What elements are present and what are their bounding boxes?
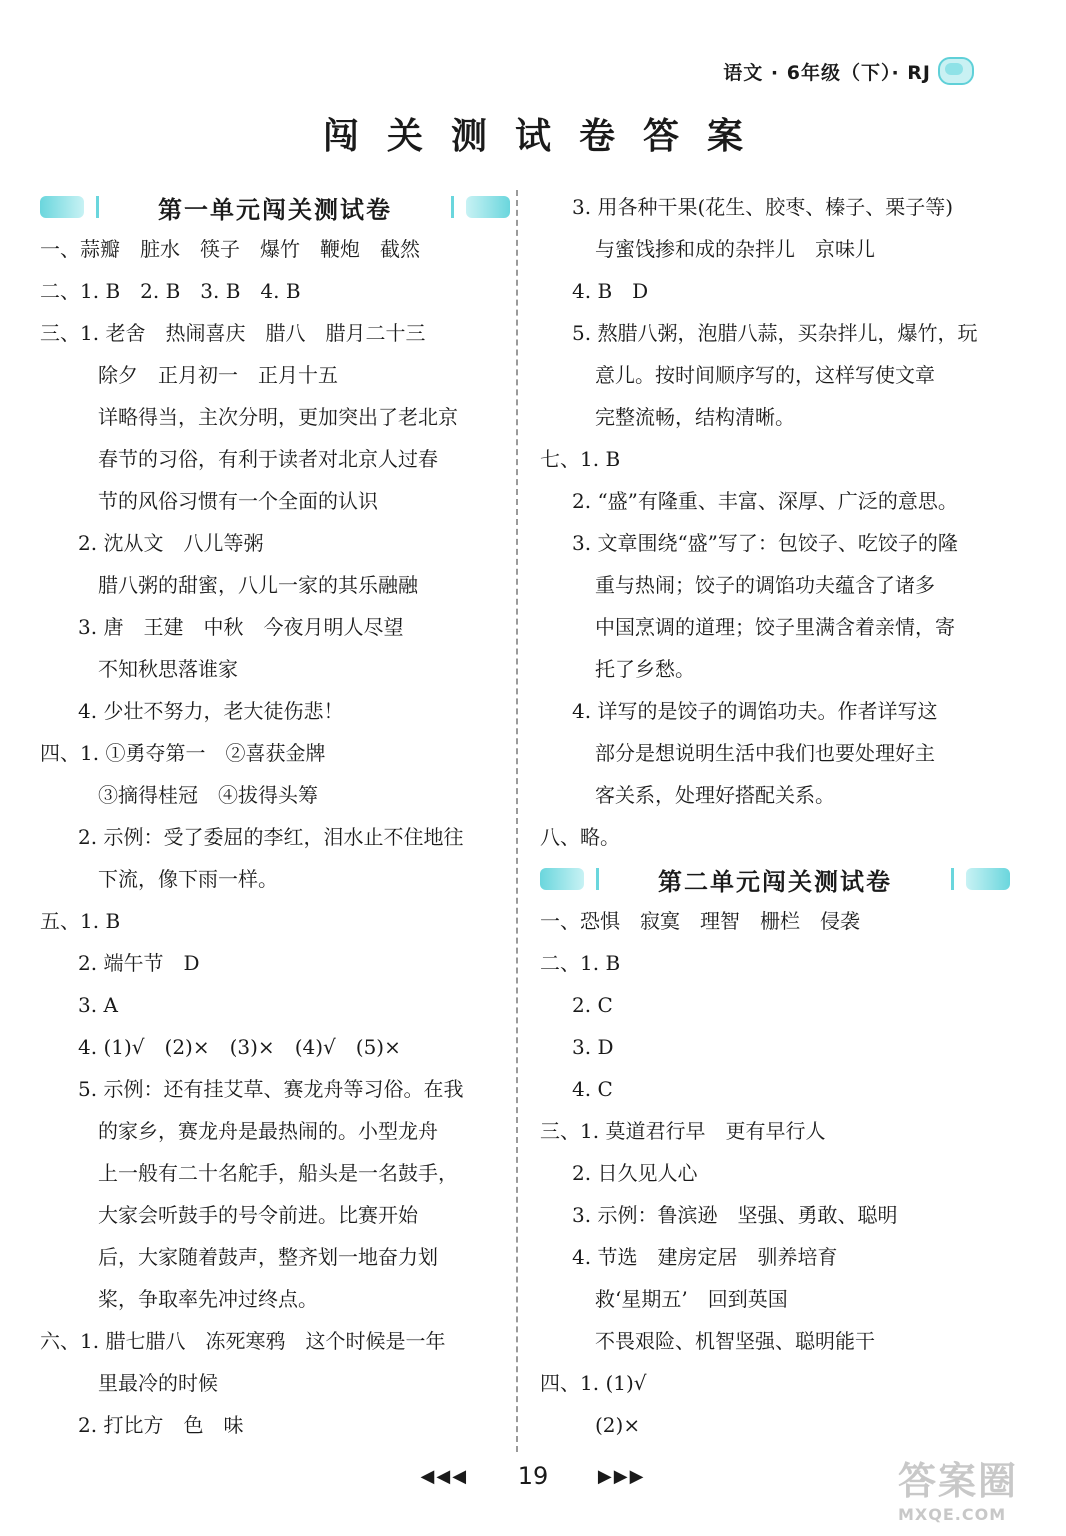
answer-line: 六、1. 腊七腊八 冻死寒鸦 这个时候是一年 — [40, 1329, 446, 1353]
answer-line: 2. “盛”有隆重、丰富、深厚、广泛的意思。 — [572, 489, 958, 513]
answer-line: 与蜜饯掺和成的杂拌儿 京味儿 — [595, 237, 875, 261]
answer-line: 4. 少壮不努力，老大徒伤悲！ — [78, 699, 344, 723]
answer-line: 2. 端午节 D — [78, 951, 200, 975]
answer-line: 除夕 正月初一 正月十五 — [98, 363, 338, 387]
answer-line: 不知秋思落谁家 — [98, 657, 238, 681]
answer-line: 四、1. ①勇夺第一 ②喜获金牌 — [40, 741, 326, 765]
answer-line: 4. 节选 建房定居 驯养培育 — [572, 1245, 838, 1269]
answer-line: 四、1. (1)√ — [540, 1371, 647, 1395]
answer-line: 托了乡愁。 — [595, 657, 695, 681]
watermark-logo — [898, 1450, 1048, 1530]
answer-line: 4. 详写的是饺子的调馅功夫。作者详写这 — [572, 699, 938, 723]
watermark-bottom: MXQE.COM — [898, 1505, 1007, 1524]
answer-line: 中国烹调的道理；饺子里满含着亲情，寄 — [595, 615, 955, 639]
header-deco-right-icon — [466, 196, 510, 218]
unit1-header — [40, 186, 510, 228]
answer-line: 不畏艰险、机智坚强、聪明能干 — [595, 1329, 875, 1353]
header-bar-right-icon — [951, 868, 954, 890]
answer-line: 2. 打比方 色 味 — [78, 1413, 244, 1437]
answer-line: 腊八粥的甜蜜，八儿一家的其乐融融 — [98, 573, 418, 597]
unit2-header — [540, 858, 1010, 900]
answer-line: (2)× — [595, 1413, 641, 1437]
answer-line: 3. 用各种干果(花生、胶枣、榛子、栗子等) — [572, 195, 954, 219]
answer-line: 节的风俗习惯有一个全面的认识 — [98, 489, 378, 513]
answer-line: 春节的习俗，有利于读者对北京人过春 — [98, 447, 438, 471]
header-bar-left-icon — [596, 868, 599, 890]
answer-line: 3. 示例：鲁滨逊 坚强、勇敢、聪明 — [572, 1203, 898, 1227]
answer-line: 2. 沈从文 八儿等粥 — [78, 531, 264, 555]
answer-line: 七、1. B — [540, 447, 621, 471]
answer-line: 意儿。按时间顺序写的，这样写使文章 — [595, 363, 935, 387]
unit1-title: 第一单元闯关测试卷 — [158, 194, 392, 224]
header-deco-right-icon — [966, 868, 1010, 890]
answer-line: 重与热闹；饺子的调馅功夫蕴含了诸多 — [595, 573, 935, 597]
answer-line: 上一般有二十名舵手，船头是一名鼓手， — [98, 1161, 458, 1185]
answer-line: ③摘得桂冠 ④拔得头筹 — [98, 783, 318, 807]
answer-line: 三、1. 莫道君行早 更有早行人 — [540, 1119, 826, 1143]
answer-line: 详略得当，主次分明，更加突出了老北京 — [98, 405, 458, 429]
answer-line: 3. 文章围绕“盛”写了：包饺子、吃饺子的隆 — [572, 531, 958, 555]
next-page-arrows-icon[interactable]: ▶▶▶ — [597, 1466, 646, 1487]
answer-line: 2. 示例：受了委屈的李红，泪水止不住地往 — [78, 825, 464, 849]
header-bar-left-icon — [96, 196, 99, 218]
answer-line: 下流，像下雨一样。 — [98, 867, 278, 891]
header-deco-left-icon — [540, 868, 584, 890]
header-badge-icon — [938, 57, 974, 85]
header-subject: 语文 · 6年级（下）· RJ — [723, 62, 931, 84]
answer-line: 部分是想说明生活中我们也要处理好主 — [595, 741, 935, 765]
answer-line: 完整流畅，结构清晰。 — [595, 405, 795, 429]
left-column — [40, 186, 510, 1446]
answer-line: 5. 熬腊八粥，泡腊八蒜，买杂拌儿，爆竹，玩 — [572, 321, 978, 345]
page-number: 19 — [517, 1462, 549, 1490]
answer-line: 救‘星期五’ 回到英国 — [595, 1287, 788, 1311]
answer-line: 4. B D — [572, 279, 649, 303]
answer-line: 3. D — [572, 1035, 614, 1059]
answer-line: 大家会听鼓手的号令前进。比赛开始 — [98, 1203, 418, 1227]
answer-line: 4. (1)√ (2)× (3)× (4)√ (5)× — [78, 1035, 401, 1059]
column-divider — [516, 190, 518, 1452]
answer-line: 二、1. B 2. B 3. B 4. B — [40, 279, 301, 303]
answer-line: 4. C — [572, 1077, 613, 1101]
answer-line: 三、1. 老舍 热闹喜庆 腊八 腊月二十三 — [40, 321, 426, 345]
answer-line: 5. 示例：还有挂艾草、赛龙舟等习俗。在我 — [78, 1077, 464, 1101]
answer-line: 一、恐惧 寂寞 理智 栅栏 侵袭 — [540, 909, 860, 933]
answer-line: 3. 唐 王建 中秋 今夜月明人尽望 — [78, 615, 404, 639]
prev-page-arrows-icon[interactable]: ◀◀◀ — [420, 1466, 469, 1487]
answer-line: 桨，争取率先冲过终点。 — [98, 1287, 318, 1311]
answer-line: 客关系，处理好搭配关系。 — [595, 783, 835, 807]
answer-line: 3. A — [78, 993, 118, 1017]
page-title: 闯关测试卷答案 — [322, 115, 771, 157]
right-column — [540, 186, 1010, 1446]
answer-line: 的家乡，赛龙舟是最热闹的。小型龙舟 — [98, 1119, 438, 1143]
answer-line: 一、蒜瓣 脏水 筷子 爆竹 鞭炮 截然 — [40, 237, 420, 261]
answer-line: 八、略。 — [540, 825, 620, 849]
answer-line: 2. 日久见人心 — [572, 1161, 698, 1185]
header-bar-right-icon — [451, 196, 454, 218]
header-deco-left-icon — [40, 196, 84, 218]
watermark-top: 答案圈 — [898, 1459, 1019, 1503]
answer-line: 五、1. B — [40, 909, 121, 933]
answer-line: 后，大家随着鼓声，整齐划一地奋力划 — [98, 1245, 438, 1269]
answer-line: 2. C — [572, 993, 613, 1017]
answer-line: 二、1. B — [540, 951, 621, 975]
unit2-title: 第二单元闯关测试卷 — [658, 866, 892, 896]
answer-line: 里最冷的时候 — [98, 1371, 218, 1395]
